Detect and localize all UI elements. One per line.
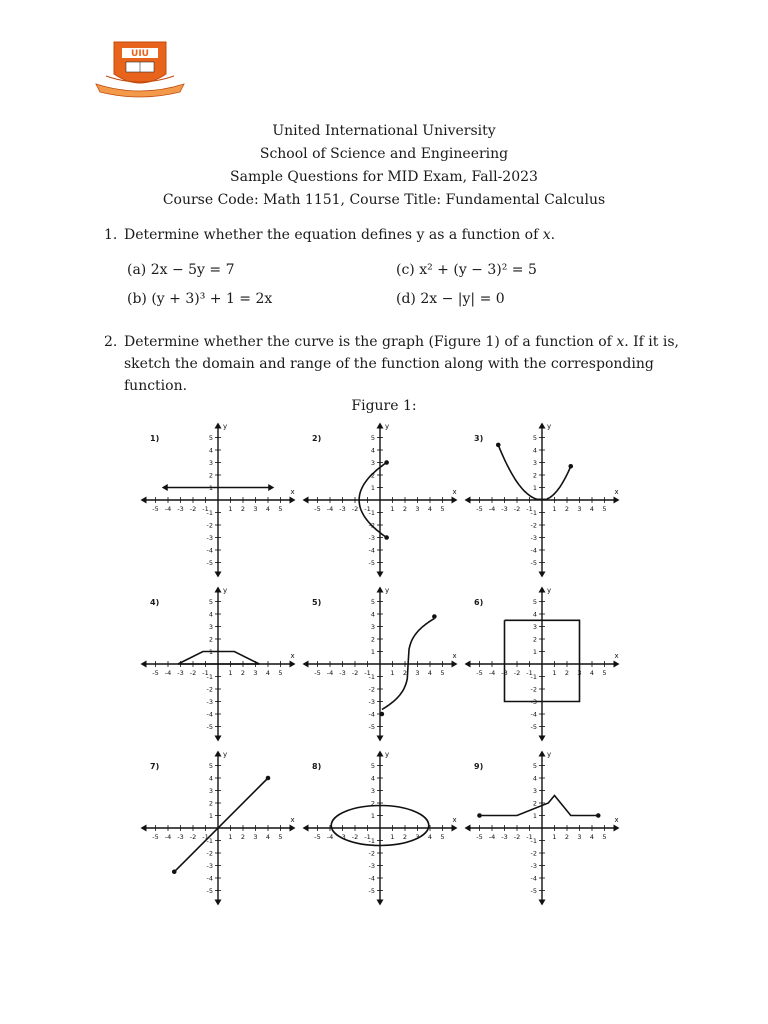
x-tick-label: -1 <box>526 833 533 841</box>
y-tick-label: 5 <box>532 433 537 442</box>
y-tick-label: 3 <box>532 786 537 795</box>
x-tick-label: 4 <box>265 669 271 677</box>
x-tick-label: -5 <box>476 833 483 841</box>
x-tick-label: -5 <box>476 505 483 513</box>
school-name: School of Science and Engineering <box>259 146 509 162</box>
x-tick-label: -3 <box>501 505 508 513</box>
y-tick-label: -4 <box>530 874 537 883</box>
x-tick-label: -5 <box>314 669 321 677</box>
x-tick-label: -1 <box>364 833 371 841</box>
graph-svg <box>300 748 460 908</box>
panel-label: 4) <box>150 598 160 607</box>
graph-svg <box>462 420 622 580</box>
graph-svg <box>300 584 460 744</box>
arrow-head <box>377 736 384 742</box>
question-text: Determine whether the equation defines y as a function of x. <box>124 227 556 243</box>
university-logo <box>92 40 188 100</box>
y-tick-label: 2 <box>208 799 213 808</box>
graph-panel <box>138 420 298 580</box>
question-2 <box>104 331 704 394</box>
figure-caption: Figure 1: <box>351 398 417 414</box>
x-tick-label: -4 <box>488 505 496 513</box>
graph-panel <box>462 584 622 744</box>
endpoint-dot <box>568 464 573 469</box>
y-tick-label: 2 <box>370 799 375 808</box>
y-tick-label: 4 <box>532 610 537 619</box>
endpoint-dot <box>384 535 389 540</box>
arrow-head <box>614 825 620 832</box>
y-tick-label: -4 <box>368 710 375 719</box>
y-tick-label: -2 <box>368 849 375 858</box>
y-tick-label: 5 <box>532 597 537 606</box>
y-tick-label: -2 <box>530 521 537 530</box>
x-tick-label: 1 <box>228 505 233 513</box>
y-tick-label: -1 <box>530 508 537 517</box>
y-tick-label: 4 <box>532 774 537 783</box>
graph-svg <box>300 420 460 580</box>
y-tick-label: 5 <box>208 433 213 442</box>
x-tick-label: 3 <box>577 505 582 513</box>
x-tick-label: -2 <box>351 505 359 513</box>
y-tick-label: -4 <box>530 710 537 719</box>
y-tick-label: -1 <box>368 672 375 681</box>
x-tick-label: 4 <box>265 505 271 513</box>
arrow-head <box>539 751 546 757</box>
x-tick-label: 5 <box>278 669 283 677</box>
x-tick-label: 2 <box>402 833 408 841</box>
x-tick-label: -3 <box>177 833 184 841</box>
arrow-head <box>377 587 384 593</box>
arrow-head <box>452 661 458 668</box>
x-tick-label: 1 <box>390 833 395 841</box>
x-tick-label: 5 <box>278 833 283 841</box>
x-tick-label: -5 <box>152 833 159 841</box>
y-tick-label: -5 <box>368 722 375 731</box>
y-tick-label: -2 <box>368 521 375 530</box>
y-tick-label: -1 <box>530 672 537 681</box>
panel-label: 9) <box>474 762 484 771</box>
x-tick-label: -4 <box>164 833 172 841</box>
y-tick-label: 3 <box>370 622 375 631</box>
endpoint-dot <box>380 712 385 717</box>
x-tick-label: 4 <box>265 833 271 841</box>
y-axis-label: y <box>223 750 228 759</box>
endpoint-dot <box>596 813 601 818</box>
arrow-head <box>377 423 384 429</box>
y-tick-label: 3 <box>208 458 213 467</box>
arrow-head <box>215 751 222 757</box>
x-tick-label: 4 <box>427 505 433 513</box>
y-tick-label: -2 <box>206 521 213 530</box>
x-tick-label: 1 <box>228 669 233 677</box>
x-tick-label: -2 <box>513 833 521 841</box>
arrow-head <box>141 497 147 504</box>
y-tick-label: -4 <box>206 874 213 883</box>
x-tick-label: 2 <box>564 669 570 677</box>
x-axis-label: x <box>614 816 619 824</box>
x-tick-label: -3 <box>177 505 184 513</box>
endpoint-dot <box>172 869 177 874</box>
y-tick-label: -4 <box>206 546 213 555</box>
x-tick-label: 3 <box>577 833 582 841</box>
endpoint-dot <box>496 443 501 448</box>
x-tick-label: -3 <box>339 833 346 841</box>
x-tick-label: 2 <box>240 833 246 841</box>
arrow-head <box>215 900 222 906</box>
x-axis-label: x <box>452 652 457 660</box>
endpoint-dot <box>384 460 389 465</box>
x-tick-label: -4 <box>164 505 172 513</box>
y-tick-label: 1 <box>370 647 375 656</box>
arrow-head <box>465 661 471 668</box>
y-tick-label: 5 <box>532 761 537 770</box>
x-tick-label: -1 <box>364 669 371 677</box>
y-tick-label: 4 <box>208 610 213 619</box>
y-tick-label: -1 <box>206 672 213 681</box>
y-tick-label: 1 <box>532 811 537 820</box>
graph-panel <box>462 420 622 580</box>
x-tick-label: -2 <box>513 505 521 513</box>
y-tick-label: 4 <box>370 610 375 619</box>
arrow-head <box>290 661 296 668</box>
x-tick-label: -3 <box>177 669 184 677</box>
panel-label: 5) <box>312 598 322 607</box>
y-tick-label: 2 <box>370 635 375 644</box>
panel-label: 6) <box>474 598 484 607</box>
x-tick-label: -1 <box>526 669 533 677</box>
endpoint-dot <box>432 614 437 619</box>
graph-panel <box>300 584 460 744</box>
x-tick-label: 4 <box>427 833 433 841</box>
x-tick-label: 5 <box>440 669 445 677</box>
x-tick-label: 4 <box>427 669 433 677</box>
x-axis-label: x <box>452 488 457 496</box>
panel-label: 2) <box>312 434 322 443</box>
y-tick-label: 1 <box>208 811 213 820</box>
y-tick-label: 4 <box>208 774 213 783</box>
x-tick-label: 5 <box>602 833 607 841</box>
x-tick-label: 2 <box>564 833 570 841</box>
x-tick-label: 5 <box>602 505 607 513</box>
y-tick-label: 4 <box>532 446 537 455</box>
y-tick-label: -1 <box>206 508 213 517</box>
y-tick-label: 2 <box>208 471 213 480</box>
y-tick-label: 3 <box>370 458 375 467</box>
panel-label: 8) <box>312 762 322 771</box>
y-tick-label: -2 <box>206 849 213 858</box>
y-tick-label: -3 <box>206 533 213 542</box>
x-tick-label: 2 <box>240 505 246 513</box>
x-tick-label: 1 <box>552 505 557 513</box>
y-tick-label: -5 <box>530 886 537 895</box>
question-text: Determine whether the curve is the graph (Figure 1) of a function of x. If it is, sketch the domain and range of the function along with the corresponding function. <box>124 334 679 394</box>
x-axis-label: x <box>614 652 619 660</box>
arrow-head <box>141 825 147 832</box>
x-tick-label: -2 <box>513 669 521 677</box>
y-tick-label: 2 <box>370 471 375 480</box>
option-b: (b) (y + 3)³ + 1 = 2x <box>127 291 273 307</box>
y-tick-label: 2 <box>208 635 213 644</box>
y-tick-label: 2 <box>532 635 537 644</box>
y-tick-label: -1 <box>206 836 213 845</box>
arrow-head <box>303 661 309 668</box>
panel-label: 1) <box>150 434 160 443</box>
arrow-head <box>162 484 168 491</box>
x-tick-label: 3 <box>415 505 420 513</box>
y-tick-label: -4 <box>368 874 375 883</box>
x-tick-label: 2 <box>402 669 408 677</box>
arrow-head <box>452 497 458 504</box>
y-tick-label: 4 <box>370 446 375 455</box>
y-tick-label: -3 <box>206 697 213 706</box>
question-number: 2. <box>104 334 118 350</box>
arrow-head <box>290 497 296 504</box>
y-tick-label: 4 <box>208 446 213 455</box>
y-tick-label: -5 <box>206 558 213 567</box>
y-tick-label: 5 <box>370 433 375 442</box>
x-tick-label: -2 <box>189 833 197 841</box>
x-axis-label: x <box>290 652 295 660</box>
y-tick-label: 3 <box>208 622 213 631</box>
x-tick-label: 3 <box>253 505 258 513</box>
y-tick-label: 4 <box>370 774 375 783</box>
x-tick-label: 1 <box>228 833 233 841</box>
y-axis-label: y <box>223 586 228 595</box>
university-name: United International University <box>272 123 496 139</box>
arrow-head <box>452 825 458 832</box>
x-tick-label: -1 <box>202 505 209 513</box>
arrow-head <box>614 661 620 668</box>
x-tick-label: -5 <box>314 505 321 513</box>
y-tick-label: -3 <box>530 533 537 542</box>
arrow-head <box>377 572 384 578</box>
arrow-head <box>539 736 546 742</box>
graph-svg <box>138 748 298 908</box>
parabola-left <box>498 445 537 499</box>
y-tick-label: -2 <box>206 685 213 694</box>
y-tick-label: -4 <box>530 546 537 555</box>
x-tick-label: 5 <box>440 505 445 513</box>
y-tick-label: 5 <box>208 597 213 606</box>
x-tick-label: 4 <box>589 833 595 841</box>
x-tick-label: -3 <box>501 669 508 677</box>
diagonal-line <box>174 778 271 872</box>
y-axis-label: y <box>385 586 390 595</box>
parabola-right <box>547 466 571 499</box>
x-tick-label: 2 <box>402 505 408 513</box>
arrow-head <box>141 661 147 668</box>
y-tick-label: -3 <box>368 697 375 706</box>
x-tick-label: -4 <box>326 669 334 677</box>
arrow-head <box>614 497 620 504</box>
y-tick-label: -5 <box>206 722 213 731</box>
y-axis-label: y <box>385 750 390 759</box>
endpoint-dot <box>266 776 271 781</box>
exam-title: Sample Questions for MID Exam, Fall-2023 <box>230 169 538 185</box>
x-tick-label: -5 <box>476 669 483 677</box>
arrow-head <box>465 497 471 504</box>
arrow-head <box>539 423 546 429</box>
x-tick-label: 3 <box>415 833 420 841</box>
graph-svg <box>462 748 622 908</box>
y-axis-label: y <box>385 422 390 431</box>
y-tick-label: -1 <box>368 836 375 845</box>
y-tick-label: 3 <box>208 786 213 795</box>
y-tick-label: 5 <box>370 761 375 770</box>
question-number: 1. <box>104 227 118 243</box>
y-tick-label: 1 <box>532 483 537 492</box>
graph-panel <box>462 748 622 908</box>
arrow-head <box>290 825 296 832</box>
y-tick-label: 5 <box>208 761 213 770</box>
x-axis-label: x <box>290 816 295 824</box>
y-tick-label: -4 <box>206 710 213 719</box>
x-tick-label: -3 <box>339 505 346 513</box>
y-tick-label: 1 <box>208 483 213 492</box>
x-tick-label: -1 <box>202 669 209 677</box>
arrow-head <box>215 587 222 593</box>
arrow-head <box>539 587 546 593</box>
x-tick-label: -1 <box>526 505 533 513</box>
y-tick-label: -5 <box>530 558 537 567</box>
logo-letters: UIU <box>131 49 149 59</box>
graph-svg <box>462 584 622 744</box>
x-tick-label: -5 <box>314 833 321 841</box>
arrow-head <box>303 497 309 504</box>
y-axis-label: y <box>547 586 552 595</box>
x-tick-label: -4 <box>488 833 496 841</box>
y-tick-label: -3 <box>530 697 537 706</box>
x-tick-label: 3 <box>253 669 258 677</box>
y-tick-label: -2 <box>530 685 537 694</box>
x-tick-label: -4 <box>326 505 334 513</box>
y-tick-label: 2 <box>532 799 537 808</box>
y-tick-label: 1 <box>208 647 213 656</box>
x-tick-label: 5 <box>278 505 283 513</box>
y-tick-label: -3 <box>368 533 375 542</box>
arrow-head <box>215 736 222 742</box>
y-tick-label: -1 <box>368 508 375 517</box>
x-tick-label: 1 <box>390 669 395 677</box>
option-a: (a) 2x − 5y = 7 <box>127 262 235 278</box>
x-tick-label: -4 <box>488 669 496 677</box>
x-tick-label: -3 <box>501 833 508 841</box>
exam-header <box>0 120 768 212</box>
arrow-head <box>303 825 309 832</box>
x-tick-label: -1 <box>364 505 371 513</box>
arrow-head <box>539 900 546 906</box>
course-info: Course Code: Math 1151, Course Title: Fundamental Calculus <box>162 192 606 208</box>
y-tick-label: 2 <box>532 471 537 480</box>
panel-label: 3) <box>474 434 484 443</box>
arrow-head <box>377 900 384 906</box>
x-tick-label: -2 <box>189 669 197 677</box>
arrow-head <box>215 572 222 578</box>
graph-panel <box>300 748 460 908</box>
figure-1-graphs <box>138 420 622 906</box>
x-tick-label: -2 <box>351 833 359 841</box>
x-tick-label: 4 <box>589 505 595 513</box>
x-tick-label: 5 <box>602 669 607 677</box>
x-tick-label: -2 <box>351 669 359 677</box>
arrow-head <box>539 572 546 578</box>
x-axis-label: x <box>452 816 457 824</box>
panel-label: 7) <box>150 762 160 771</box>
x-tick-label: -5 <box>152 505 159 513</box>
x-tick-label: 1 <box>552 669 557 677</box>
x-tick-label: -3 <box>339 669 346 677</box>
y-tick-label: 3 <box>532 622 537 631</box>
y-tick-label: -2 <box>530 849 537 858</box>
graph-svg <box>138 584 298 744</box>
y-tick-label: 3 <box>532 458 537 467</box>
y-axis-label: y <box>547 422 552 431</box>
x-tick-label: -4 <box>164 669 172 677</box>
y-tick-label: -5 <box>206 886 213 895</box>
arrow-head <box>465 825 471 832</box>
y-tick-label: 3 <box>370 786 375 795</box>
y-tick-label: -5 <box>530 722 537 731</box>
y-tick-label: 1 <box>532 647 537 656</box>
arrow-head <box>377 751 384 757</box>
arrow-head <box>268 484 274 491</box>
graph-panel <box>300 420 460 580</box>
y-tick-label: -2 <box>368 685 375 694</box>
x-tick-label: 3 <box>577 669 582 677</box>
y-tick-label: -4 <box>368 546 375 555</box>
y-axis-label: y <box>547 750 552 759</box>
x-tick-label: -2 <box>189 505 197 513</box>
x-tick-label: 4 <box>589 669 595 677</box>
x-tick-label: -4 <box>326 833 334 841</box>
option-c: (c) x² + (y − 3)² = 5 <box>396 262 537 278</box>
y-tick-label: -5 <box>368 886 375 895</box>
y-tick-label: -5 <box>368 558 375 567</box>
x-tick-label: 1 <box>390 505 395 513</box>
x-tick-label: 3 <box>415 669 420 677</box>
x-tick-label: -1 <box>202 833 209 841</box>
graph-panel <box>138 748 298 908</box>
graph-svg <box>138 420 298 580</box>
x-axis-label: x <box>290 488 295 496</box>
y-tick-label: 5 <box>370 597 375 606</box>
y-tick-label: 1 <box>370 811 375 820</box>
x-axis-label: x <box>614 488 619 496</box>
graph-panel <box>138 584 298 744</box>
y-tick-label: -3 <box>530 861 537 870</box>
option-d: (d) 2x − |y| = 0 <box>396 291 505 307</box>
x-tick-label: -5 <box>152 669 159 677</box>
x-tick-label: 5 <box>440 833 445 841</box>
x-tick-label: 1 <box>552 833 557 841</box>
y-axis-label: y <box>223 422 228 431</box>
x-tick-label: 2 <box>240 669 246 677</box>
endpoint-dot <box>477 813 482 818</box>
y-tick-label: -3 <box>368 861 375 870</box>
y-tick-label: -1 <box>530 836 537 845</box>
x-tick-label: 2 <box>564 505 570 513</box>
y-tick-label: 1 <box>370 483 375 492</box>
x-tick-label: 3 <box>253 833 258 841</box>
piecewise-curve <box>480 796 599 816</box>
y-tick-label: -3 <box>206 861 213 870</box>
arrow-head <box>215 423 222 429</box>
